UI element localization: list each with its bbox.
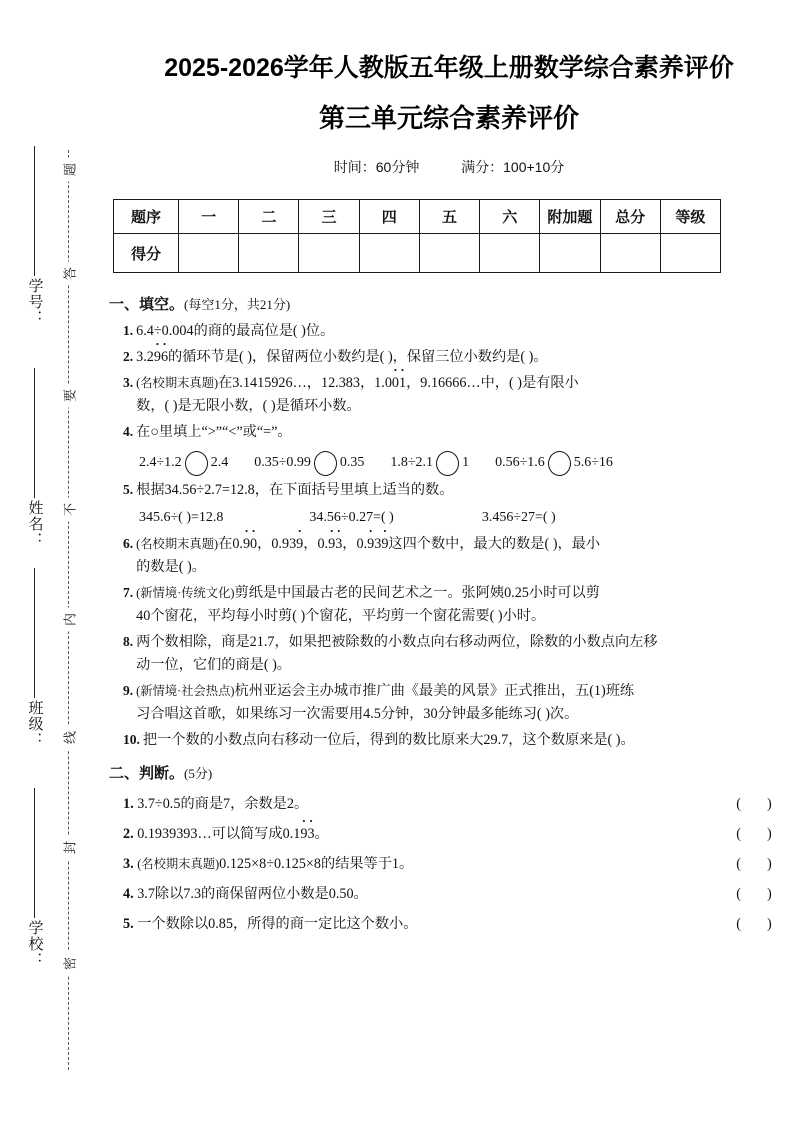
judgement-3-number: 3.: [123, 856, 134, 873]
seal-char-2: 要: [58, 384, 81, 408]
question-7-number: 7.: [123, 584, 134, 600]
score-cell-4[interactable]: [419, 234, 479, 273]
section-two-note: (5分): [184, 765, 213, 781]
score-table-col-3: 四: [359, 200, 419, 234]
score-table-row-label-1: 得分: [114, 234, 179, 273]
judgement-2: [109, 823, 787, 846]
question-1: [109, 320, 787, 343]
score-table-col-6: 附加题: [540, 200, 600, 234]
question-8: [109, 631, 787, 677]
question-7-tag: (新情境·传统文化): [136, 585, 235, 600]
comparison-3-circle[interactable]: [548, 451, 571, 476]
comparison-3-left: 0.56÷1.6: [495, 455, 545, 471]
score-cell-6[interactable]: [540, 234, 600, 273]
question-7-text: [136, 582, 787, 628]
judgement-3-body: 0.125×8÷0.125×8的结果等于1。: [219, 856, 414, 873]
page-title: 2025-2026学年人教版五年级上册数学综合素养评价: [164, 54, 734, 82]
seal-char-5: 线: [58, 726, 81, 750]
q3-repeat-dot-1: 0 •: [392, 372, 399, 395]
comparison-item-0: [139, 451, 228, 476]
questions-content: [109, 293, 787, 936]
q2-prefix: 3.2: [136, 349, 154, 366]
page-subtitle: 第三单元综合素养评价: [318, 103, 579, 133]
class-label: 班级：: [26, 700, 43, 748]
question-10: [109, 729, 787, 752]
score-table-col-7: 总分: [600, 200, 660, 234]
comparison-2-circle[interactable]: [436, 451, 459, 476]
judgement-1-text: [123, 793, 721, 816]
question-5-text: 根据34.56÷2.7=12.8，在下面括号里填上适当的数。: [136, 482, 454, 499]
question-1-number: 1.: [123, 323, 134, 339]
q2-repeat-dot-2: 6 •: [161, 346, 168, 369]
judgement-4-answer[interactable]: [721, 883, 787, 906]
score-table-col-8: 等级: [660, 200, 720, 234]
j2-prefix: 0.1939393…可以简写成0.1: [137, 826, 301, 843]
judgement-5-answer[interactable]: [721, 913, 787, 936]
q3-repeat-dot-2: 1 •: [399, 372, 406, 395]
question-8-number: 8.: [123, 633, 134, 649]
question-1-text: 6.4÷0.004的商的最高位是( )位。: [136, 323, 335, 340]
judgement-5-text: [123, 913, 721, 936]
j2-suffix: 。: [314, 826, 329, 843]
question-8-text: [136, 631, 787, 677]
judgement-3-answer[interactable]: [721, 853, 787, 876]
score-cell-8[interactable]: [660, 234, 720, 273]
comparison-2-right: 1: [462, 455, 470, 471]
judgement-4-text: [123, 883, 721, 906]
score-table-col-2: 三: [299, 200, 359, 234]
question-4: [109, 421, 787, 444]
j2-paren-close: ): [767, 826, 772, 843]
section-one-note: (每空1分，共21分): [184, 297, 291, 312]
j5-paren-open: (: [736, 916, 741, 933]
time-label: 时间：60分钟: [333, 159, 420, 175]
score-table-col-4: 五: [419, 200, 479, 234]
question-3: [109, 372, 787, 418]
score-table-row-label-0: 题序: [114, 200, 179, 234]
judgement-4: [109, 883, 787, 906]
comparison-2-left: 1.8÷2.1: [390, 455, 434, 471]
score-table: [113, 199, 721, 273]
q2-repeat-dot-1: 9 •: [154, 346, 161, 369]
j4-paren-open: (: [736, 886, 741, 903]
judgement-1: [109, 793, 787, 816]
name-field[interactable]: [18, 500, 52, 553]
question-4-text: 在○里填上“>”“<”或“=”。: [136, 424, 292, 441]
comparison-0-right: 2.4: [210, 455, 229, 471]
j3-paren-close: ): [767, 856, 772, 873]
q3-part3: 数，( )是无限小数，( )是循环小数。: [136, 398, 361, 415]
judgement-2-text: [123, 823, 721, 846]
full-score-label: 满分：100+10分: [461, 159, 565, 175]
question-3-number: 3.: [123, 375, 134, 391]
score-cell-7[interactable]: [600, 234, 660, 273]
equation-0[interactable]: 345.6÷( )=12.8: [139, 510, 224, 526]
judgement-1-number: 1.: [123, 796, 134, 813]
q2-rest: 的循环节是( )，保留两位小数约是( )，保留三位小数约是( )。: [168, 349, 548, 366]
question-6-text: [136, 533, 787, 579]
j4-paren-close: ): [767, 886, 772, 903]
school-label: 学校：: [26, 920, 43, 968]
exam-sheet: [105, 0, 793, 1122]
score-cell-1[interactable]: [239, 234, 299, 273]
q6-part3: 的数是( )。: [136, 558, 206, 575]
q8-part1: 两个数相除，商是21.7，如果把被除数的小数点向右移动两位，除数的小数点向左移: [136, 633, 658, 650]
name-writing-line: [34, 368, 35, 498]
seal-char-7: 密: [58, 952, 81, 976]
seal-char-1: 答: [58, 262, 81, 286]
question-3-tag: (名校期末真题): [136, 376, 219, 391]
question-10-text: 把一个数的小数点向右移动一位后，得到的数比原来大29.7，这个数原来是( )。: [142, 731, 635, 748]
score-table-col-1: 二: [239, 200, 299, 234]
table-row-header: [114, 200, 721, 234]
q6-number-list: 0.9 •0 •，0.939 •，0.9 •3 •，0.9 •39 •: [232, 536, 388, 552]
score-cell-5[interactable]: [480, 234, 540, 273]
question-4-comparisons: [109, 451, 787, 476]
comparison-0-circle[interactable]: [185, 451, 208, 476]
q3-part1: 在3.1415926…，12.383，1.0: [218, 375, 392, 392]
section-two-title: 二、判断。: [109, 765, 185, 782]
seal-margin: [0, 0, 105, 1122]
school-field[interactable]: [18, 920, 52, 973]
q6-prefix: 在: [218, 535, 233, 552]
equation-2[interactable]: 3.456÷27=( ): [481, 510, 556, 526]
question-2-number: 2.: [123, 349, 134, 365]
q9-part2: 习合唱这首歌，如果练习一次需要用4.5分钟，30分钟最多能练习( )次。: [136, 705, 579, 722]
j1-paren-close: ): [767, 796, 772, 813]
student-id-field[interactable]: [18, 278, 52, 331]
exam-meta: [105, 157, 793, 177]
question-4-number: 4.: [123, 424, 134, 440]
comparison-0-left: 2.4÷1.2: [139, 455, 182, 471]
judgement-1-answer[interactable]: [721, 793, 787, 816]
school-writing-line: [34, 788, 35, 918]
name-label: 姓名：: [26, 500, 43, 548]
judgement-1-body: 3.7÷0.5的商是7，余数是2。: [137, 796, 309, 813]
seal-char-4: 内: [58, 608, 81, 632]
question-5: [109, 479, 787, 502]
question-3-text: [136, 372, 787, 418]
score-cell-2[interactable]: [299, 234, 359, 273]
q9-part1: 杭州亚运会主办城市推广曲《最美的风景》正式推出，五(1)班练: [234, 682, 635, 699]
q7-part2: 40个窗花，平均每小时剪( )个窗花，平均剪一个窗花需要( )小时。: [136, 607, 546, 624]
comparison-3-right: 5.6÷16: [573, 455, 613, 471]
question-10-number: 10.: [123, 731, 140, 747]
question-2-text: [136, 346, 787, 369]
question-6-tag: (名校期末真题): [136, 536, 219, 551]
j1-paren-open: (: [736, 796, 741, 813]
judgement-5: [109, 913, 787, 936]
score-table-col-0: 一: [179, 200, 239, 234]
q8-part2: 动一位，它们的商是( )。: [136, 656, 291, 673]
j3-paren-open: (: [736, 856, 741, 873]
question-9: [109, 680, 787, 726]
comparison-item-1: [254, 451, 364, 476]
score-table-col-5: 六: [480, 200, 540, 234]
seal-char-3: 不: [58, 498, 81, 522]
question-9-tag: (新情境·社会热点): [136, 683, 235, 698]
seal-char-0: 题: [58, 158, 81, 182]
comparison-item-3: [495, 451, 613, 476]
question-6: [109, 533, 787, 579]
equation-1[interactable]: 34.56÷0.27=( ): [309, 510, 394, 526]
j2-paren-open: (: [736, 826, 741, 843]
table-row-score: [114, 234, 721, 273]
judgement-4-body: 3.7除以7.3的商保留两位小数是0.50。: [137, 886, 368, 903]
section-two-heading: [109, 762, 787, 786]
j5-paren-close: ): [767, 916, 772, 933]
comparison-1-right: 0.35: [339, 455, 365, 471]
question-6-number: 6.: [123, 535, 134, 551]
judgement-2-number: 2.: [123, 826, 134, 843]
j2-repeat-dot-2: 3 •: [307, 823, 314, 846]
judgement-5-body: 一个数除以0.85，所得的商一定比这个数小。: [137, 916, 418, 933]
student-id-writing-line: [34, 146, 35, 276]
q3-part2: ，9.16666…中，( )是有限小: [406, 375, 579, 392]
student-id-label: 学号：: [26, 278, 43, 326]
q6-part2: 这四个数中，最大的数是( )，最小: [388, 535, 601, 552]
comparison-1-left: 0.35÷0.99: [254, 455, 311, 471]
comparison-1-circle[interactable]: [314, 451, 337, 476]
j2-repeat-dot-1: 9 •: [300, 823, 307, 846]
section-one-heading: [109, 293, 787, 317]
question-5-number: 5.: [123, 482, 134, 498]
class-writing-line: [34, 568, 35, 698]
score-cell-3[interactable]: [359, 234, 419, 273]
section-one-title: 一、填空。: [109, 297, 185, 313]
q7-part1: 剪纸是中国最古老的民间艺术之一。张阿姨0.25小时可以剪: [234, 584, 600, 601]
class-field[interactable]: [18, 700, 52, 753]
judgement-3-text: [123, 853, 721, 876]
judgement-3: [109, 853, 787, 876]
seal-char-6: 封: [58, 836, 81, 860]
judgement-4-number: 4.: [123, 886, 134, 903]
score-cell-0[interactable]: [179, 234, 239, 273]
question-2: [109, 346, 787, 369]
comparison-item-2: [390, 451, 469, 476]
question-9-text: [136, 680, 787, 726]
question-9-number: 9.: [123, 682, 134, 698]
judgement-5-number: 5.: [123, 916, 134, 933]
judgement-3-tag: (名校期末真题): [137, 857, 220, 872]
question-5-equations: [109, 507, 787, 530]
judgement-2-answer[interactable]: [721, 823, 787, 846]
question-7: [109, 582, 787, 628]
